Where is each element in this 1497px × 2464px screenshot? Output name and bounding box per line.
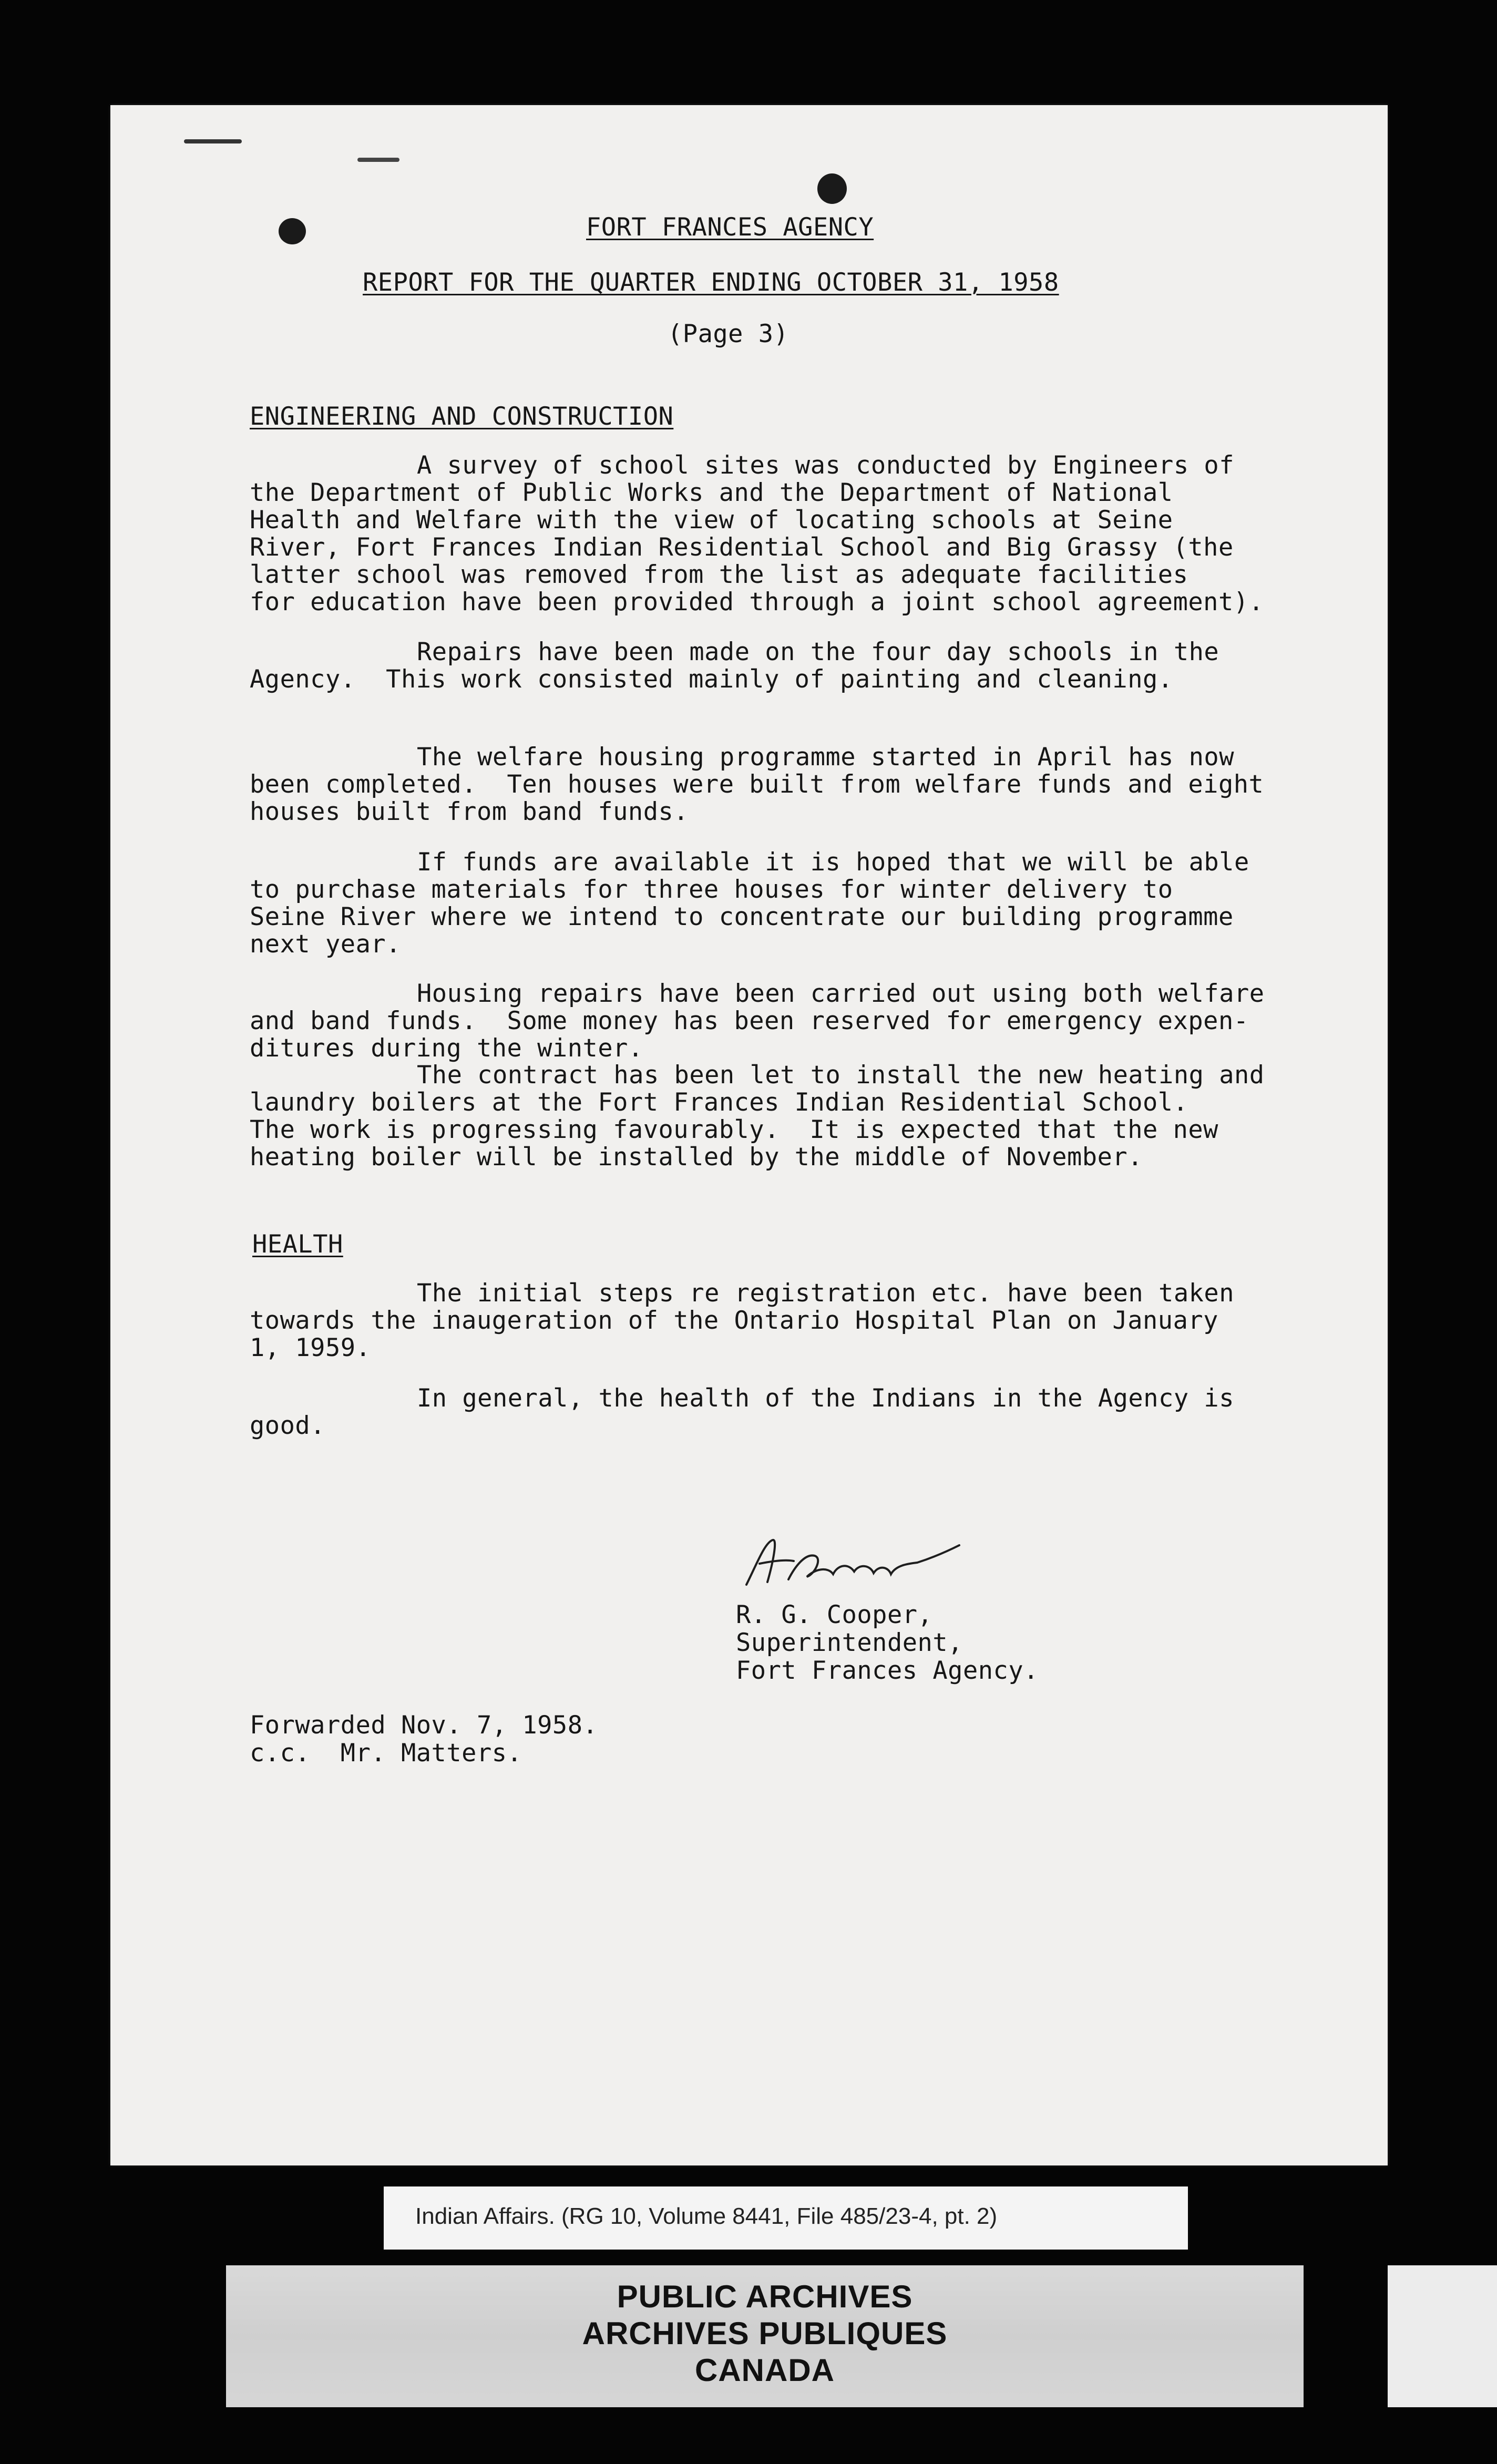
paragraph-line: next year. bbox=[250, 930, 401, 959]
paragraph-line: heating boiler will be installed by the middle of November. bbox=[250, 1143, 1143, 1172]
document-page bbox=[110, 105, 1388, 2165]
archive-reference: Indian Affairs. (RG 10, Volume 8441, File 485/23-4, pt. 2) bbox=[415, 2203, 998, 2229]
paragraph bbox=[250, 639, 1354, 693]
archives-stamp bbox=[226, 2265, 1304, 2407]
archive-reference-card bbox=[384, 2186, 1188, 2250]
ink-mark-top-left bbox=[184, 139, 242, 143]
forwarded-date: Forwarded Nov. 7, 1958. bbox=[250, 1711, 598, 1740]
paragraph bbox=[250, 849, 1354, 958]
paragraph-line: laundry boilers at the Fort Frances Indian Residential School. bbox=[250, 1088, 1188, 1117]
paragraph-line: River, Fort Frances Indian Residential School and Big Grassy (the bbox=[250, 533, 1234, 562]
stamp-line-2: ARCHIVES PUBLIQUES bbox=[582, 2316, 948, 2351]
paragraph-line: to purchase materials for three houses for winter delivery to bbox=[250, 875, 1173, 904]
page-number: (Page 3) bbox=[668, 320, 789, 348]
handwritten-signature bbox=[736, 1532, 967, 1595]
paragraph-line: towards the inaugeration of the Ontario Hospital Plan on January bbox=[250, 1306, 1218, 1335]
paragraph-line: The work is progressing favourably. It is expected that the new bbox=[250, 1115, 1218, 1144]
paragraph-line: The initial steps re registration etc. have been taken bbox=[417, 1279, 1235, 1308]
paragraph-line: houses built from band funds. bbox=[250, 797, 689, 826]
paragraph-line: The contract has been let to install the new heating and bbox=[417, 1061, 1265, 1090]
paragraph-line: Health and Welfare with the view of locating schools at Seine bbox=[250, 506, 1173, 535]
paragraph-line: Repairs have been made on the four day schools in the bbox=[417, 638, 1219, 666]
paragraph bbox=[250, 452, 1354, 616]
ink-blot-left bbox=[279, 218, 306, 244]
report-heading: REPORT FOR THE QUARTER ENDING OCTOBER 31, 1958 bbox=[363, 268, 1059, 297]
paragraph-line: 1, 1959. bbox=[250, 1333, 371, 1362]
signatory-name: R. G. Cooper, bbox=[736, 1600, 933, 1629]
stamp-line-3: CANADA bbox=[695, 2353, 835, 2388]
paragraph-line: latter school was removed from the list as adequate facilities bbox=[250, 560, 1188, 589]
signatory-title: Superintendent, bbox=[736, 1628, 963, 1657]
ink-blot-right bbox=[817, 173, 847, 204]
agency-heading: FORT FRANCES AGENCY bbox=[586, 213, 874, 242]
paragraph-line: Seine River where we intend to concentrate our building programme bbox=[250, 902, 1234, 931]
paragraph-line: ditures during the winter. bbox=[250, 1034, 643, 1063]
paragraph bbox=[250, 980, 1354, 1062]
paragraph-line: and band funds. Some money has been reserved for emergency expen- bbox=[250, 1007, 1249, 1035]
section-heading-engineering: ENGINEERING AND CONSTRUCTION bbox=[250, 402, 674, 431]
paragraph-line: In general, the health of the Indians in the Agency is bbox=[417, 1384, 1235, 1413]
paragraph bbox=[250, 1385, 1354, 1440]
paragraph-line: Agency. This work consisted mainly of painting and cleaning. bbox=[250, 665, 1173, 694]
paragraph-line: The welfare housing programme started in April has now bbox=[417, 743, 1235, 772]
paragraph-line: A survey of school sites was conducted by Engineers of bbox=[417, 451, 1235, 480]
paragraph-line: for education have been provided through a joint school agreement). bbox=[250, 588, 1264, 617]
ink-mark-top bbox=[357, 158, 399, 162]
section-heading-health: HEALTH bbox=[252, 1230, 343, 1259]
signatory-office: Fort Frances Agency. bbox=[736, 1656, 1039, 1685]
paragraph bbox=[250, 1280, 1354, 1362]
stamp-line-1: PUBLIC ARCHIVES bbox=[617, 2279, 913, 2314]
paragraph-line: Housing repairs have been carried out using both welfare bbox=[417, 979, 1265, 1008]
paragraph-line: good. bbox=[250, 1411, 325, 1440]
paragraph-line: been completed. Ten houses were built from welfare funds and eight bbox=[250, 770, 1264, 799]
carbon-copy: c.c. Mr. Matters. bbox=[250, 1739, 522, 1768]
paragraph bbox=[250, 744, 1354, 826]
paragraph-line: the Department of Public Works and the Department of National bbox=[250, 478, 1173, 507]
paragraph bbox=[250, 1062, 1354, 1171]
stamp-edge bbox=[1388, 2265, 1497, 2407]
paragraph-line: If funds are available it is hoped that we will be able bbox=[417, 848, 1249, 877]
